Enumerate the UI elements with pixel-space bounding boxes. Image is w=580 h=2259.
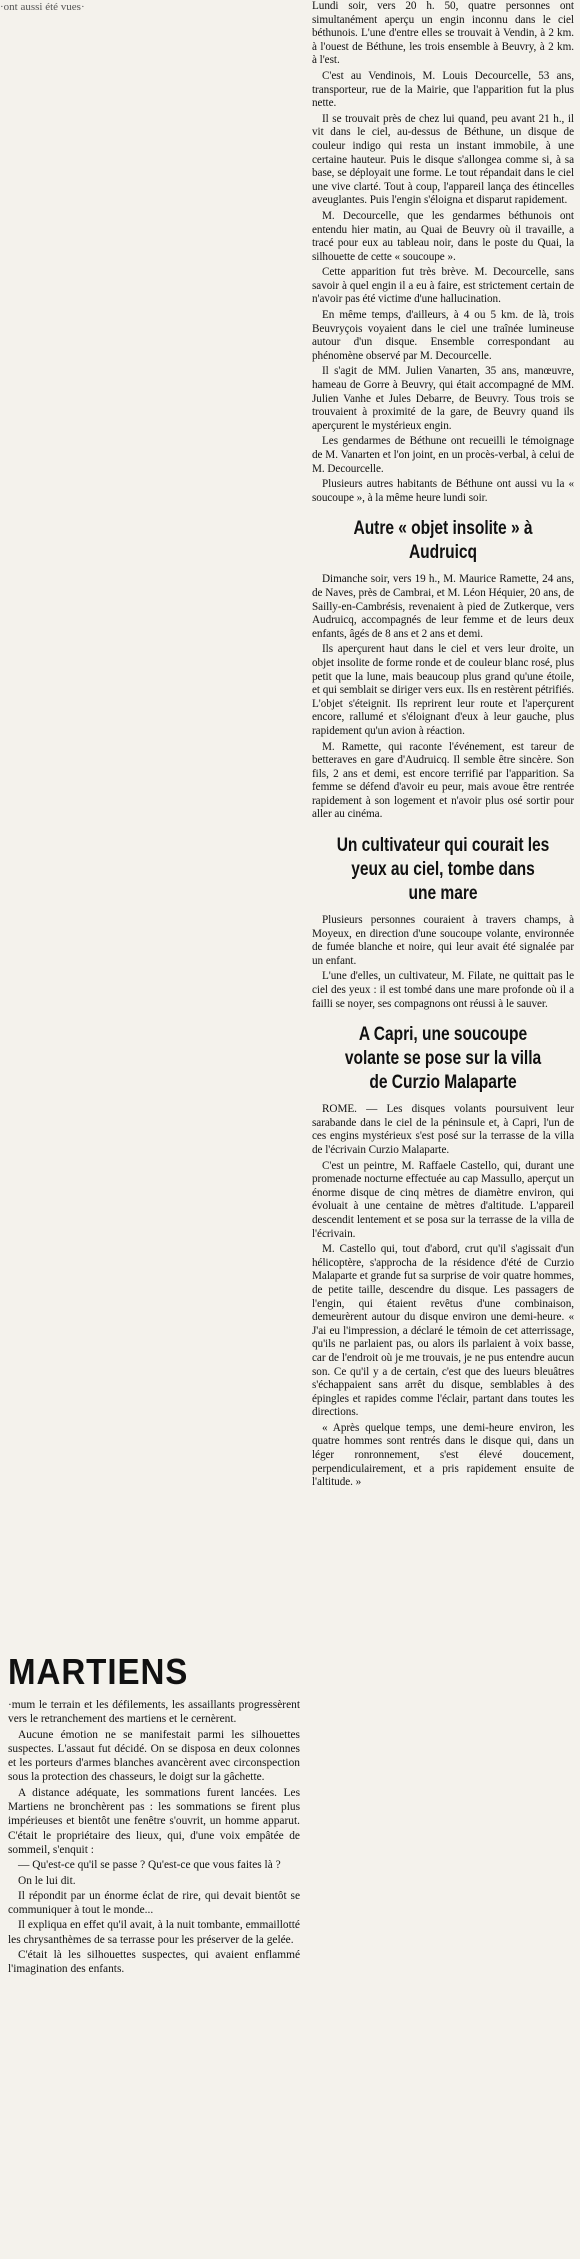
article-capri	[312, 1103, 574, 1490]
paragraph: ·mum le terrain et les défilements, les assaillants progressèrent vers le retranchement des martiens et le cernèrent.	[8, 1699, 300, 1726]
paragraph: Il s'agit de MM. Julien Vanarten, 35 ans, manœuvre, hameau de Gorre à Beuvry, qui était accompagné de MM. Julien Vanhe et Jules Debarre, de Beuvry. Tous trois se trouvaient à proximité de la gare, de Beuvry quand ils aperçurent le mystérieux engin.	[312, 365, 574, 432]
paragraph: Ils aperçurent haut dans le ciel et vers leur droite, un objet insolite de forme ronde et de couleur blanc rosé, plus petit que la lune, mais beaucoup plus grand qu'une étoile, et qui semblait se diriger vers eux. Ils en restèrent pétrifiés. L'objet s'éteignit. Ils reprirent leur route et l'aperçurent encore, rallumé et s'éloignant d'eux à leur gauche, plus rapidement qu'un avion à réaction.	[312, 643, 574, 737]
headline-cultivateur: Un cultivateur qui courait les yeux au ciel, tombe dans une mare	[336, 835, 550, 905]
paragraph: Plusieurs personnes couraient à travers champs, à Moyeux, en direction d'une soucoupe volante, environnée de fumée blanche et noire, qui leur avait été signalée par un enfant.	[312, 914, 574, 967]
paragraph: Il se trouvait près de chez lui quand, peu avant 21 h., il vit dans le ciel, au-dessus de Béthune, un disque de couleur indigo qui resta un instant immobile, à une certaine hauteur. Puis le disque s'allongea comme si, à sa base, se déployait une forme. Le tout répandait dans le ciel une vive clarté. Tout à coup, l'appareil lança des étincelles aveuglantes. Puis l'engin s'éloigna et disparut rapidement.	[312, 112, 574, 207]
right-column	[312, 0, 574, 1492]
paragraph: — Qu'est-ce qu'il se passe ? Qu'est-ce que vous faites là ?	[18, 1859, 281, 1872]
paragraph: Les gendarmes de Béthune ont recueilli le témoignage de M. Vanarten et l'on joint, en un procès-verbal, à celui de M. Decourcelle.	[312, 435, 574, 475]
paragraph: Il expliqua en effet qu'il avait, à la nuit tombante, emmaillotté les chrysanthèmes de sa terrasse pour les préserver de la gelée.	[8, 1919, 300, 1946]
headline-capri: A Capri, une soucoupe volante se pose sur la villa de Curzio Malaparte	[344, 1024, 542, 1094]
paragraph: C'est un peintre, M. Raffaele Castello, qui, durant une promenade nocturne effectuée au cap Massullo, aperçut un énorme disque de cinq mètres de diamètre environ, qui évoluait à une centaine de mètres d'altitude. L'appareil descendit lentement et se posa sur la terrasse de la villa de l'écrivain.	[312, 1159, 574, 1240]
headline-martiens: MARTIENS	[8, 1651, 189, 1692]
paragraph: Dimanche soir, vers 19 h., M. Maurice Ramette, 24 ans, de Naves, près de Cambrai, et M. Léon Héquier, 20 ans, de Sailly-en-Cambrésis, revenaient à pied de Zutkerque, vers Audruicq, accompagnés de leur femme et de leurs deux enfants, âgés de 8 ans et 2 ans et demi.	[312, 573, 574, 640]
paragraph: Aucune émotion ne se manifestait parmi les silhouettes suspectes. L'assaut fut décidé. On se disposa en deux colonnes et les porteurs d'armes blanches avancèrent avec circonspection sous la protection des chasseurs, le doigt sur la gâchette.	[8, 1728, 300, 1784]
paragraph: Lundi soir, vers 20 h. 50, quatre personnes ont simultanément aperçu un engin inconnu dans le ciel béthunois. L'une d'entre elles se trouvait à Vendin, à 2 km. à l'ouest de Béthune, les trois ensemble à Beuvry, à 2 km. à l'est.	[312, 0, 574, 67]
paragraph: C'était là les silhouettes suspectes, qui avaient enflammé l'imagination des enfants.	[8, 1949, 300, 1976]
paragraph: Plusieurs autres habitants de Béthune ont aussi vu la « soucoupe », à la même heure lundi soir.	[312, 478, 574, 504]
article-audruicq	[312, 573, 574, 822]
paragraph: M. Decourcelle, que les gendarmes béthunois ont entendu hier matin, au Quai de Beuvry où il travaille, a tracé pour eux au tableau noir, dans le poste du Quai, la silhouette de cette « soucoupe ».	[312, 209, 574, 263]
paragraph: C'est au Vendinois, M. Louis Decourcelle, 53 ans, transporteur, rue de la Mairie, que l'apparition fut la plus nette.	[312, 69, 574, 110]
paragraph: M. Castello qui, tout d'abord, crut qu'il s'agissait d'un hélicoptère, s'approcha de la résidence d'été de Curzio Malaparte et grande fut sa surprise de voir quatre hommes, de petite taille, descendre du disque. Les passagers de l'engin, qui étaient revêtus d'une combinaison, demeurèrent autour du disque environ une demi-heure. « J'ai eu l'impression, a déclaré le témoin de cet atterrissage, qu'ils ne parlaient pas, ou alors ils parlaient à voix basse, car de l'endroit où je me trouvais, je ne pus entendre aucun son. Ce qu'il y a de certain, c'est que des lueurs bleuâtres s'échappaient sans arrêt du disque, semblables à des épingles et rapides comme l'éclair, partant dans toutes les directions.	[312, 1243, 574, 1419]
paragraph: A distance adéquate, les sommations furent lancées. Les Martiens ne bronchèrent pas : les sommations se firent plus impérieuses et bientôt une fenêtre s'ouvrit, un homme apparut. C'était le propriétaire des lieux, qui, d'une voix empâtée de sommeil, s'enquit :	[8, 1786, 300, 1856]
left-column	[8, 1652, 300, 1978]
paragraph: Il répondit par un énorme éclat de rire, qui devait bientôt se communiquer à tout le monde...	[8, 1889, 300, 1917]
paragraph: On le lui dit.	[18, 1874, 76, 1887]
paragraph: L'une d'elles, un cultivateur, M. Filate, ne quittait pas le ciel des yeux : il est tombé dans une mare profonde où il a failli se noyer, ses compagnons ont réussi à le sauver.	[312, 970, 574, 1010]
paragraph: « Après quelque temps, une demi-heure environ, les quatre hommes sont rentrés dans le disque qui, dans un léger ronronnement, s'est élevé doucement, perpendiculairement, et a pris rapidement ensuite de l'altitude. »	[312, 1421, 574, 1489]
paragraph: Cette apparition fut très brève. M. Decourcelle, sans savoir à quel engin il a eu à faire, est strictement certain de n'avoir pas été victime d'une hallucination.	[312, 266, 574, 306]
clipped-top-text: ·ont aussi été vues·	[0, 1, 85, 13]
paragraph: M. Ramette, qui raconte l'événement, est tareur de betteraves en gare d'Audruicq. Il semble être sincère. Son fils, 2 ans et demi, est encore terrifié par l'apparition. Sa femme se défend d'avoir eu peur, mais avoue être rentrée rapidement à son logement et n'avoir plus osé sortir pour aller au cinéma.	[312, 740, 574, 821]
headline-audruicq: Autre « objet insolite » à Audruicq	[353, 518, 533, 564]
paragraph: ROME. — Les disques volants poursuivent leur sarabande dans le ciel de la péninsule et, à Capri, l'un de ces engins mystérieux s'est posé sur la terrasse de la villa de l'écrivain Curzio Malaparte.	[312, 1103, 574, 1156]
article-cultivateur	[312, 914, 574, 1011]
paragraph: En même temps, d'ailleurs, à 4 ou 5 km. de là, trois Beuvryçois voyaient dans le ciel une traînée lumineuse autour d'un disque. Ensemble correspondant au phénomène observé par M. Decourcelle.	[312, 309, 574, 362]
intro-article	[312, 0, 574, 505]
